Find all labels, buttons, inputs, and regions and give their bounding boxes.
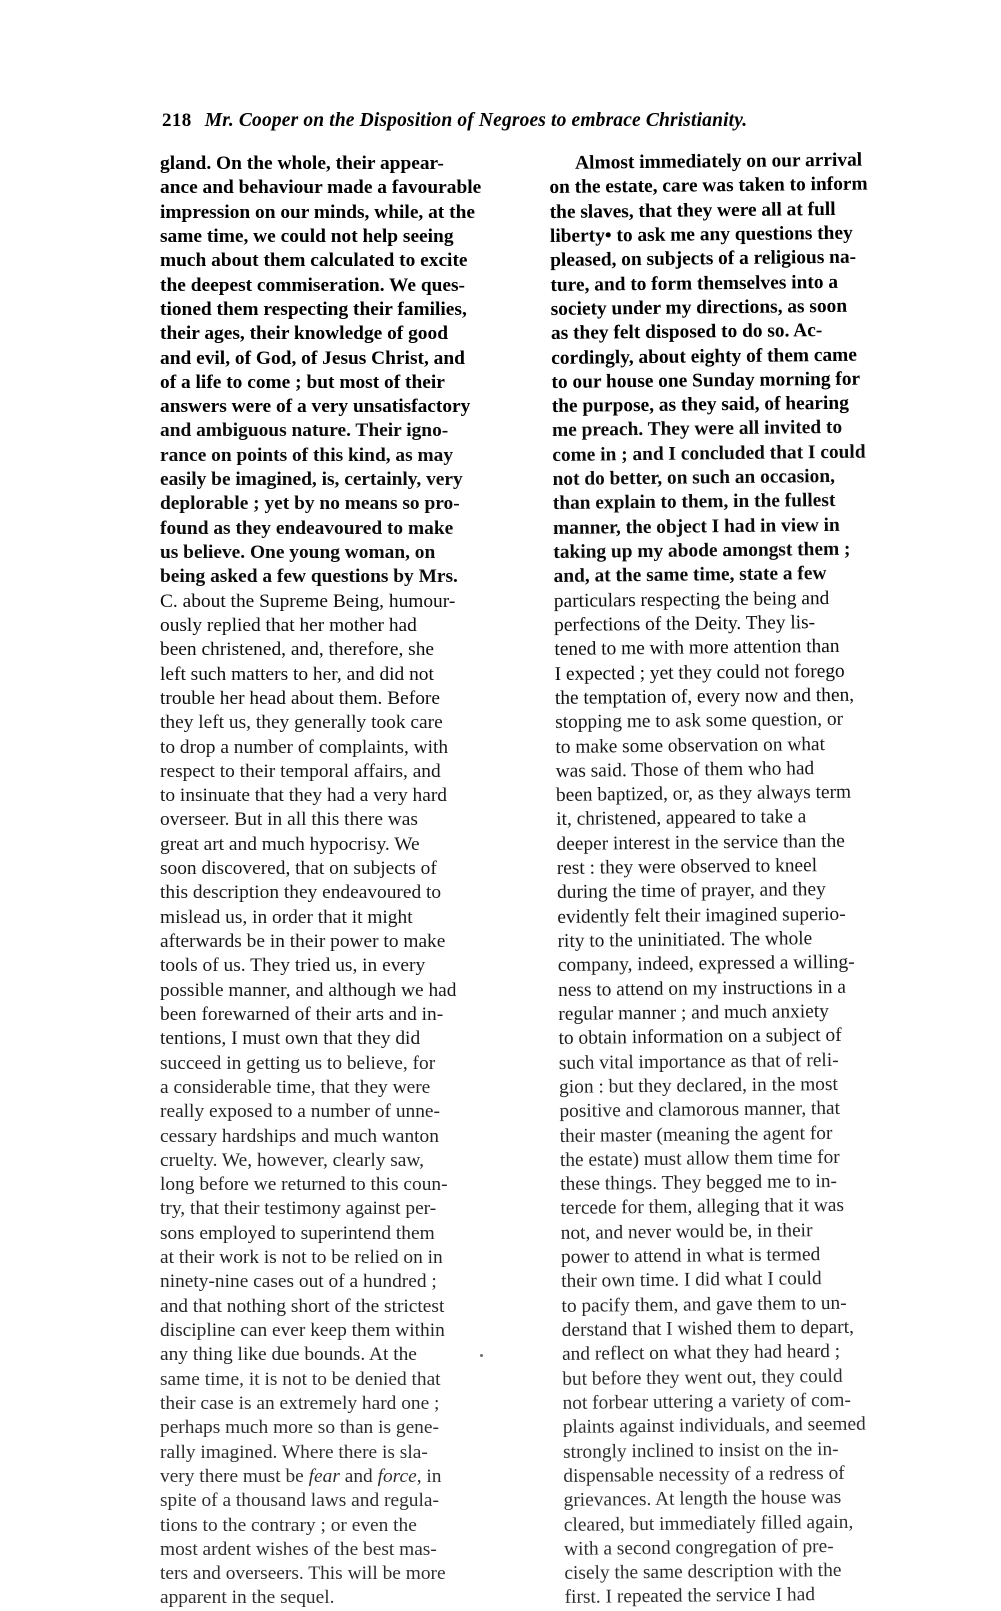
text-line: great art and much hypocrisy. We [160,833,420,855]
text-line: sons employed to superintend them [160,1222,435,1244]
text-line: derstand that I wished them to depart, [561,1316,855,1341]
text-line: power to attend in what is termed [560,1244,821,1268]
text-line: afterwards be in their power to make [160,931,446,952]
text-line: pleased, on subjects of a religious na- [550,246,857,272]
text-line: plaints against individuals, and seemed [562,1413,866,1439]
page-folio-number: 218 [162,110,192,131]
text-line: it, christened, appeared to take a [556,806,807,831]
text-line: mislead us, in order that it might [160,906,413,928]
text-line: try, that their testimony against per- [160,1198,437,1220]
text-line: and reflect on what they had heard ; [561,1341,841,1366]
text-line: rity to the uninitiated. The whole [557,928,813,952]
text-line: this description they endeavoured to [160,882,442,904]
text-line: respect to their temporal affairs, and [160,760,441,782]
text-line: the estate) must allow them time for [559,1146,840,1171]
text-line: discipline can ever keep them within [160,1320,445,1341]
text-line: same time, it is not to be denied that [160,1368,441,1390]
text-line: during the time of prayer, and they [556,879,826,904]
text-line: succeed in getting us to believe, for [160,1052,436,1074]
text-line: long before we returned to this coun- [160,1174,448,1196]
running-title: Mr. Cooper on the Disposition of Negroes to embrace Christianity. [204,110,748,131]
text-line: ninety-nine cases out of a hundred ; [160,1271,437,1293]
text-line: to drop a number of complaints, with [160,736,449,758]
text-line: a considerable time, that they were [160,1076,431,1098]
text-line: their case is an extremely hard one ; [160,1392,440,1414]
text-line: found as they endeavoured to make [160,517,454,539]
text-line: apparent in the sequel. [160,1587,335,1609]
text-line: not forbear uttering a variety of com- [562,1389,851,1414]
text-line: than explain to them, in the fullest [552,490,836,515]
text-line: tentions, I must own that they did [160,1028,421,1050]
text-line: to our house one Sunday morning for [551,368,861,393]
text-line: tions to the contrary ; or even the [160,1514,417,1536]
text-line: been christened, and, therefore, she [160,639,435,661]
text-line: soon discovered, that on subjects of [160,858,437,880]
text-line: tened to me with more attention than [554,636,840,661]
text-line: the temptation of, every now and then, [554,684,855,709]
text-line: ance and behaviour made a favourable [160,177,482,199]
text-line: the deepest commiseration. We ques- [160,274,466,296]
text-line: to insinuate that they had a very hard [160,785,447,807]
text-line: to pacify them, and gave them to un- [561,1292,847,1317]
text-line: first. I repeated the service I had [564,1584,816,1609]
text-line: me preach. They were all invited to [551,417,843,442]
text-line: not do better, on such an occasion, [552,465,836,491]
text-line: much about them calculated to excite [160,250,468,272]
text-line: manner, the object I had in view in [552,514,840,539]
text-line: cordingly, about eighty of them came [551,344,857,369]
text-line: ously replied that her mother had [160,614,417,636]
text-line: they left us, they generally took care [160,712,443,734]
text-line: not, and never would be, in their [560,1219,813,1244]
text-line: really exposed to a number of unne- [160,1101,440,1123]
text-line: the purpose, as they said, of hearing [551,392,849,418]
text-line: gion : but they declared, in the most [559,1073,838,1098]
scan-speck [480,1354,483,1357]
text-line: any thing like due bounds. At the [160,1344,417,1366]
text-line: rance on points of this kind, as may [160,444,454,466]
text-line: positive and clamorous manner, that [559,1098,841,1123]
text-line: their master (meaning the agent for [559,1122,833,1147]
text-line: was said. Those of them who had [555,757,815,782]
text-line: and, at the same time, state a few [553,563,827,588]
text-line: been baptized, or, as they always term [555,781,852,807]
text-line: of a life to come ; but most of their [160,371,445,393]
text-line: stopping me to ask some question, or [555,709,844,734]
text-column-left [160,152,536,1611]
text-line: dispensable necessity of a redress of [563,1462,845,1487]
text-line: their own time. I did what I could [561,1268,822,1293]
text-line: rest : they were observed to kneel [556,855,818,880]
text-line: rally imagined. Where there is sla- [160,1441,428,1463]
text-line: us believe. One young woman, on [160,542,436,563]
text-line: being asked a few questions by Mrs. [160,566,458,588]
text-line: I expected ; yet they could not forego [554,660,845,685]
text-line: left such matters to her, and did not [160,663,434,685]
text-line: cruelty. We, however, clearly saw, [160,1149,424,1171]
text-line: to make some observation on what [555,733,826,758]
text-line: answers were of a very unsatisfactory [160,396,471,418]
text-line: ters and overseers. This will be more [160,1563,446,1585]
text-line: taking up my abode amongst them ; [553,538,851,563]
text-line: as they felt disposed to do so. Ac- [550,320,823,345]
text-line: possible manner, and although we had [160,979,457,1001]
text-line: particulars respecting the being and [553,587,830,612]
text-line: evidently felt their imagined superio- [557,903,846,928]
text-line: perhaps much more so than is gene- [160,1417,439,1439]
text-line: grievances. At length the house was [563,1487,842,1512]
text-line: gland. On the whole, their appear- [160,153,444,174]
text-line: spite of a thousand laws and regula- [160,1490,439,1512]
text-line: cisely the same description with the [564,1560,842,1585]
text-line: been forewarned of their arts and in- [160,1003,444,1025]
text-line: with a second congregation of pre- [564,1535,834,1560]
text-line: impression on our minds, while, at the [160,201,475,223]
text-line: cessary hardships and much wanton [160,1125,439,1147]
text-line: most ardent wishes of the best mas- [160,1538,437,1560]
text-line: society under my directions, as soon [550,295,848,320]
text-line: and that nothing short of the strictest [160,1295,445,1317]
text-line: strongly inclined to insist on the in- [562,1438,839,1463]
text-line: ness to attend on my instructions in a [557,976,847,1001]
text-line: tools of us. They tried us, in every [160,955,426,977]
text-line: C. about the Supreme Being, humour- [160,590,456,612]
text-line: overseer. But in all this there was [160,809,418,831]
text-line: ture, and to form themselves into a [550,271,839,296]
text-line: come in ; and I concluded that I could [552,441,866,466]
text-line: their ages, their knowledge of good [160,323,448,345]
text-line: regular manner ; and much anxiety [558,1000,830,1025]
text-line: cleared, but immediately filled again, [563,1511,854,1536]
text-line: liberty• to ask me any questions they [549,222,853,247]
text-line: company, indeed, expressed a willing- [557,952,855,977]
text-line: very there must be fear and force, in [160,1465,442,1487]
text-line: deplorable ; yet by no means so pro- [160,493,460,515]
text-line: perfections of the Deity. They lis- [554,612,816,636]
text-line: the slaves, that they were all at full [549,198,836,223]
text-line: easily be imagined, is, certainly, very [160,469,463,491]
text-line: tioned them respecting their families, [160,298,467,320]
text-line: at their work is not to be relied on in [160,1247,443,1269]
text-line: and ambiguous nature. Their igno- [160,420,449,442]
text-column-right [549,148,943,1611]
text-line: but before they went out, they could [562,1365,843,1390]
text-line: on the estate, care was taken to inform [549,173,868,199]
text-line: such vital importance as that of reli- [558,1049,839,1074]
text-line: Almost immediately on our arrival [575,149,863,174]
text-line: trouble her head about them. Before [160,687,440,709]
text-line: same time, we could not help seeing [160,225,454,247]
text-line: these things. They begged me to in- [560,1171,838,1196]
text-line: tercede for them, alleging that it was [560,1195,845,1220]
text-line: to obtain information on a subject of [558,1025,842,1050]
text-line: deeper interest in the service than the [556,830,845,855]
text-line: and evil, of God, of Jesus Christ, and [160,347,465,369]
